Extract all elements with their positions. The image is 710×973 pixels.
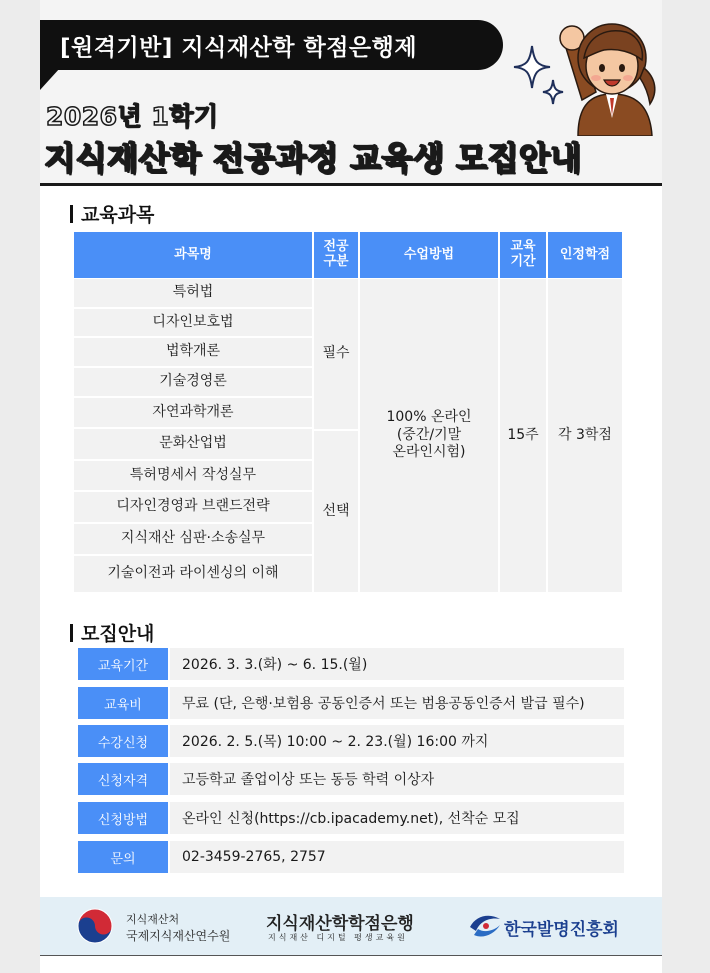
subject-cell: 기술경영론 [74, 368, 312, 396]
info-label: 신청방법 [78, 802, 168, 834]
courses-title-text: 교육과목 [81, 204, 155, 226]
course-duration: 15주 [500, 279, 546, 592]
info-value: 무료 (단, 은행·보험용 공동인증서 또는 범용공동인증서 발급 필수) [170, 687, 624, 719]
info-label: 수강신청 [78, 725, 168, 757]
info-label: 교육비 [78, 687, 168, 719]
major-type-required: 필수 [314, 279, 358, 429]
program-banner-text: [원격기반] 지식재산학 학점은행제 [60, 34, 418, 61]
credit-value: 각 3학점 [548, 279, 622, 592]
org1-line2: 국제지식재산연수원 [126, 929, 231, 943]
org2-title: 지식재산학학점은행 [266, 914, 414, 934]
info-value: 온라인 신청(https://cb.ipacademy.net), 선착순 모집 [170, 802, 624, 834]
subject-cell: 기술이전과 라이센싱의 이해 [74, 556, 312, 592]
info-value: 고등학교 졸업이상 또는 동등 학력 이상자 [170, 763, 624, 795]
org2-subtitle: 지식재산 디지털 평생교육원 [268, 933, 408, 942]
program-banner [40, 20, 503, 70]
col-header-major-type: 전공 구분 [314, 232, 358, 278]
kipa-logo-icon [468, 913, 502, 939]
info-value: 2026. 2. 5.(목) 10:00 ~ 2. 23.(월) 16:00 까지 [170, 725, 624, 757]
info-value: 02-3459-2765, 2757 [170, 841, 624, 873]
subject-cell: 문화산업법 [74, 429, 312, 459]
subject-cell: 법학개론 [74, 338, 312, 366]
poster [40, 0, 662, 973]
semester-label: 2026년 1학기 [46, 102, 219, 131]
header-divider [40, 183, 662, 186]
col-header-method: 수업방법 [360, 232, 498, 278]
recruit-title-text: 모집안내 [81, 623, 155, 645]
col-header-subject: 과목명 [74, 232, 312, 278]
teaching-method: 100% 온라인 (중간/기말 온라인시험) [360, 279, 498, 592]
info-label: 신청자격 [78, 763, 168, 795]
section-bar [70, 624, 73, 642]
org3-name: 한국발명진흥회 [504, 920, 619, 940]
subject-cell: 지식재산 심판·소송실무 [74, 524, 312, 554]
info-label: 교육기간 [78, 648, 168, 680]
info-label: 문의 [78, 841, 168, 873]
footer-logos [40, 897, 662, 955]
section-bar [70, 205, 73, 223]
col-header-duration: 교육 기간 [500, 232, 546, 278]
major-type-elective: 선택 [314, 431, 358, 592]
footer-divider [40, 955, 662, 956]
recruit-section-title [70, 619, 154, 646]
subject-cell: 자연과학개론 [74, 398, 312, 427]
subject-cell: 디자인보호법 [74, 309, 312, 336]
courses-section-title [70, 200, 154, 227]
cheering-student-mascot [552, 8, 668, 136]
subject-cell: 디자인경영과 브랜드전략 [74, 492, 312, 522]
taegeuk-logo-icon [76, 907, 114, 945]
subject-cell: 특허명세서 작성실무 [74, 461, 312, 490]
info-value: 2026. 3. 3.(화) ~ 6. 15.(월) [170, 648, 624, 680]
subject-cell: 특허법 [74, 279, 312, 307]
page-title: 지식재산학 전공과정 교육생 모집안내 [44, 139, 582, 177]
col-header-credits: 인정학점 [548, 232, 622, 278]
org1-line1: 지식재산처 [126, 913, 180, 926]
